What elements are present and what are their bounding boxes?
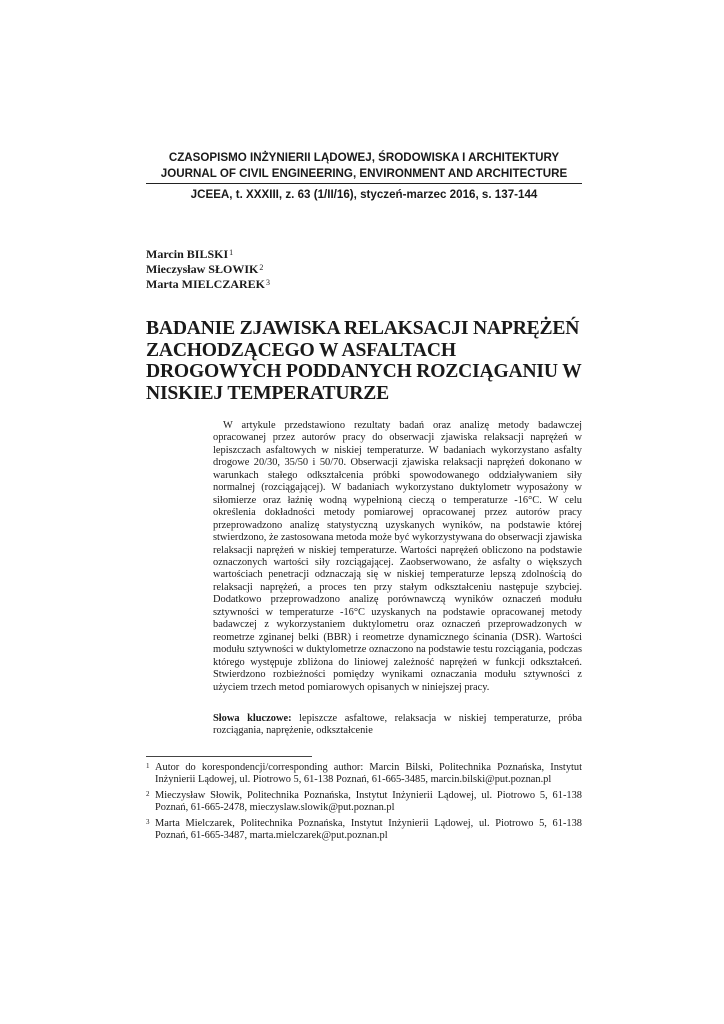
footnote-mark: 2 bbox=[146, 789, 150, 798]
header-divider bbox=[146, 183, 582, 184]
footnote-text: Autor do korespondencji/corresponding author: Marcin Bilski, Politechnika Poznańska, Instytut Inżynierii Lądowej, ul. Piotrowo 5, 61-138 Poznań, 61-665-3485, marcin.bilski@put.poznan.pl bbox=[155, 762, 582, 786]
footnote-item bbox=[146, 762, 582, 787]
author-footnote-mark: 2 bbox=[259, 263, 264, 272]
keywords bbox=[213, 713, 582, 738]
footnote-mark: 3 bbox=[146, 817, 150, 826]
footnotes bbox=[146, 762, 582, 846]
footnote-divider bbox=[146, 756, 312, 757]
paper-title: BADANIE ZJAWISKA RELAKSACJI NAPRĘŻEŃ ZACHODZĄCEGO W ASFALTACH DROGOWYCH PODDANYCH ROZCIĄGANIU W NISKIEJ TEMPERATURZE bbox=[146, 318, 582, 404]
author-item bbox=[146, 277, 270, 292]
journal-name-english: JOURNAL OF CIVIL ENGINEERING, ENVIRONMENT AND ARCHITECTURE bbox=[160, 167, 568, 180]
author-item bbox=[146, 247, 270, 262]
footnote-item bbox=[146, 790, 582, 815]
author-name: Mieczysław SŁOWIK bbox=[146, 262, 259, 276]
journal-citation: JCEEA, t. XXXIII, z. 63 (1/II/16), styczeń-marzec 2016, s. 137-144 bbox=[190, 188, 538, 201]
keywords-label: Słowa kluczowe: bbox=[213, 713, 292, 724]
author-footnote-mark: 3 bbox=[266, 278, 270, 287]
footnote-item bbox=[146, 818, 582, 843]
abstract: W artykule przedstawiono rezultaty badań oraz analizę metody badawczej opracowanej przez autorów pracy do obserwacji zjawiska relaksacji naprężeń w lepiszczach asfaltowych w niskiej temperaturze. W badaniach wykorzystano asfalty drogowe 20/30, 35/50 i 50/70. Obserwacji zjawiska relaksacji naprężeń dokonano w warunkach stałego odkształcenia próbki spowodowanego oddziaływaniem siły normalnej (rozciągającej). W badaniach wykorzystano duktylometr wyposażony w siłomierze oraz łaźnię wodną wypełnioną cieczą o temperaturze -16°C. W celu określenia dokładności metody pomiarowej opracowanej przez autorów pracy przeprowadzono analizę statystyczną uzyskanych wyników, na podstawie której stwierdzono, że zastosowana metoda może być wykorzystywana do obserwacji zjawiska relaksacji naprężeń w niskiej temperaturze. Wartości naprężeń obliczono na podstawie oznaczonych wartości siły rozciągającej. Zaobserwowano, że asfalty o większych wartościach penetracji odznaczają się w niskiej temperaturze lepszą zdolnością do relaksacji naprężeń, a proces ten przy stałym odkształceniu następuje szybciej. Dodatkowo przeprowadzono analizę porównawczą wyników oznaczeń modułu sztywności w temperaturze -16°C uzyskanych na podstawie opracowanej metody badawczej z wykorzystaniem duktylometru oraz oznaczeń przeprowadzonych w reometrze zginanej belki (BBR) i reometrze dynamicznego ścinania (DSR). Wartości modułu sztywności w duktylometrze oznaczono na podstawie testu rozciągania, podczas którego występuje zbliżona do liniowej zależność naprężeń w funkcji odkształceń. Stwierdzono rozbieżności pomiędzy wynikami oznaczania modułu sztywności z użyciem trzech metod pomiarowych opisanych w niniejszej pracy. bbox=[213, 420, 582, 693]
footnote-text: Marta Mielczarek, Politechnika Poznańska, Instytut Inżynierii Lądowej, ul. Piotrowo 5, 61-138 Poznań, 61-665-3487, marta.mielczarek@put.poznan.pl bbox=[155, 817, 582, 842]
journal-name-polish: CZASOPISMO INŻYNIERII LĄDOWEJ, ŚRODOWISKA I ARCHITEKTURY bbox=[168, 151, 560, 164]
journal-header bbox=[146, 150, 582, 203]
footnote-text: Mieczysław Słowik, Politechnika Poznańska, Instytut Inżynierii Lądowej, ul. Piotrowo 5, 61-138 Poznań, 61-665-2478, mieczyslaw.slowik@put.poznan.pl bbox=[155, 789, 582, 814]
footnote-mark: 1 bbox=[146, 762, 150, 770]
author-list bbox=[146, 247, 270, 292]
author-footnote-mark: 1 bbox=[229, 248, 234, 257]
keywords-text: lepiszcze asfaltowe, relaksacja w niskiej temperaturze, próba rozciągania, naprężenie, odkształcenie bbox=[213, 713, 582, 737]
author-name: Marta MIELCZAREK bbox=[146, 277, 265, 291]
author-item bbox=[146, 262, 270, 277]
author-name: Marcin BILSKI bbox=[146, 247, 229, 261]
